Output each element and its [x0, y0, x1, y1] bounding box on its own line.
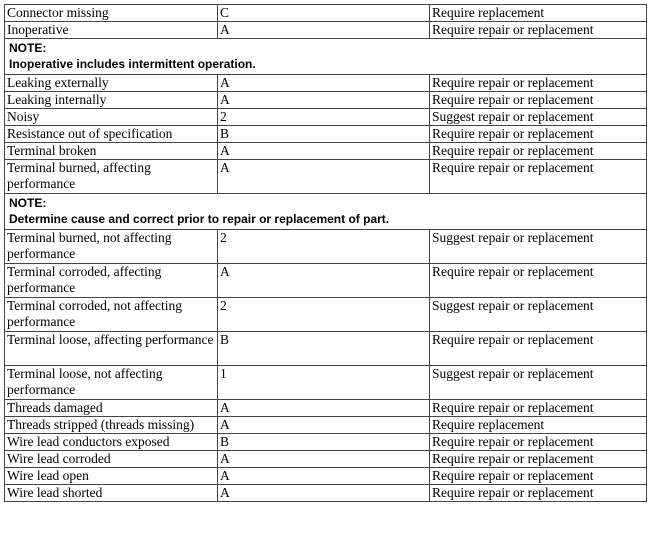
note-cell — [5, 194, 647, 230]
action-cell: Suggest repair or replacement — [430, 298, 647, 332]
action-cell: Require repair or replacement — [430, 75, 647, 92]
action-cell: Require repair or replacement — [430, 126, 647, 143]
condition-cell: Wire lead open — [5, 468, 218, 485]
action-cell: Suggest repair or replacement — [430, 230, 647, 264]
code-cell: A — [218, 400, 430, 417]
condition-cell: Inoperative — [5, 22, 218, 39]
note-text: Determine cause and correct prior to repair or replacement of part. — [9, 212, 390, 226]
condition-cell: Terminal broken — [5, 143, 218, 160]
table-row — [5, 75, 647, 92]
condition-cell: Terminal loose, affecting performance — [5, 332, 218, 366]
action-cell: Require repair or replacement — [430, 332, 647, 366]
condition-cell: Terminal loose, not affecting performance — [5, 366, 218, 400]
note-heading: NOTE: — [9, 196, 47, 210]
code-cell: 2 — [218, 298, 430, 332]
action-cell: Require repair or replacement — [430, 264, 647, 298]
code-cell: A — [218, 468, 430, 485]
action-cell: Require repair or replacement — [430, 485, 647, 502]
action-cell: Require repair or replacement — [430, 22, 647, 39]
inspection-table — [4, 4, 647, 502]
action-cell: Require repair or replacement — [430, 92, 647, 109]
note-heading: NOTE: — [9, 41, 47, 55]
condition-cell: Resistance out of specification — [5, 126, 218, 143]
condition-cell: Terminal corroded, not affecting performance — [5, 298, 218, 332]
action-cell: Require repair or replacement — [430, 434, 647, 451]
code-cell: 2 — [218, 230, 430, 264]
condition-cell: Threads damaged — [5, 400, 218, 417]
table-row — [5, 485, 647, 502]
action-cell: Suggest repair or replacement — [430, 366, 647, 400]
condition-cell: Terminal corroded, affecting performance — [5, 264, 218, 298]
table-row — [5, 109, 647, 126]
code-cell: A — [218, 160, 430, 194]
code-cell: A — [218, 264, 430, 298]
action-cell: Require repair or replacement — [430, 400, 647, 417]
table-row — [5, 5, 647, 22]
code-cell: A — [218, 143, 430, 160]
note-cell — [5, 39, 647, 75]
table-row — [5, 143, 647, 160]
condition-cell: Terminal burned, not affecting performance — [5, 230, 218, 264]
action-cell: Suggest repair or replacement — [430, 109, 647, 126]
action-cell: Require repair or replacement — [430, 143, 647, 160]
note-row — [5, 194, 647, 230]
action-cell: Require repair or replacement — [430, 160, 647, 194]
condition-cell: Wire lead corroded — [5, 451, 218, 468]
code-cell: A — [218, 417, 430, 434]
condition-cell: Terminal burned, affecting performance — [5, 160, 218, 194]
note-text: Inoperative includes intermittent operation. — [9, 57, 256, 71]
table-row — [5, 332, 647, 366]
code-cell: A — [218, 22, 430, 39]
table-row — [5, 126, 647, 143]
note-row — [5, 39, 647, 75]
table-row — [5, 468, 647, 485]
action-cell: Require repair or replacement — [430, 451, 647, 468]
code-cell: A — [218, 451, 430, 468]
table-row — [5, 92, 647, 109]
table-row — [5, 451, 647, 468]
table-row — [5, 417, 647, 434]
code-cell: A — [218, 485, 430, 502]
condition-cell: Connector missing — [5, 5, 218, 22]
table-row — [5, 160, 647, 194]
code-cell: B — [218, 332, 430, 366]
action-cell: Require replacement — [430, 417, 647, 434]
condition-cell: Threads stripped (threads missing) — [5, 417, 218, 434]
condition-cell: Noisy — [5, 109, 218, 126]
action-cell: Require repair or replacement — [430, 468, 647, 485]
action-cell: Require replacement — [430, 5, 647, 22]
table-row — [5, 400, 647, 417]
condition-cell: Wire lead conductors exposed — [5, 434, 218, 451]
code-cell: B — [218, 434, 430, 451]
table-row — [5, 230, 647, 264]
code-cell: C — [218, 5, 430, 22]
table-row — [5, 22, 647, 39]
code-cell: 1 — [218, 366, 430, 400]
table-row — [5, 298, 647, 332]
table-row — [5, 366, 647, 400]
code-cell: A — [218, 92, 430, 109]
table-row — [5, 434, 647, 451]
code-cell: 2 — [218, 109, 430, 126]
condition-cell: Leaking internally — [5, 92, 218, 109]
condition-cell: Leaking externally — [5, 75, 218, 92]
table-row — [5, 264, 647, 298]
code-cell: A — [218, 75, 430, 92]
code-cell: B — [218, 126, 430, 143]
condition-cell: Wire lead shorted — [5, 485, 218, 502]
